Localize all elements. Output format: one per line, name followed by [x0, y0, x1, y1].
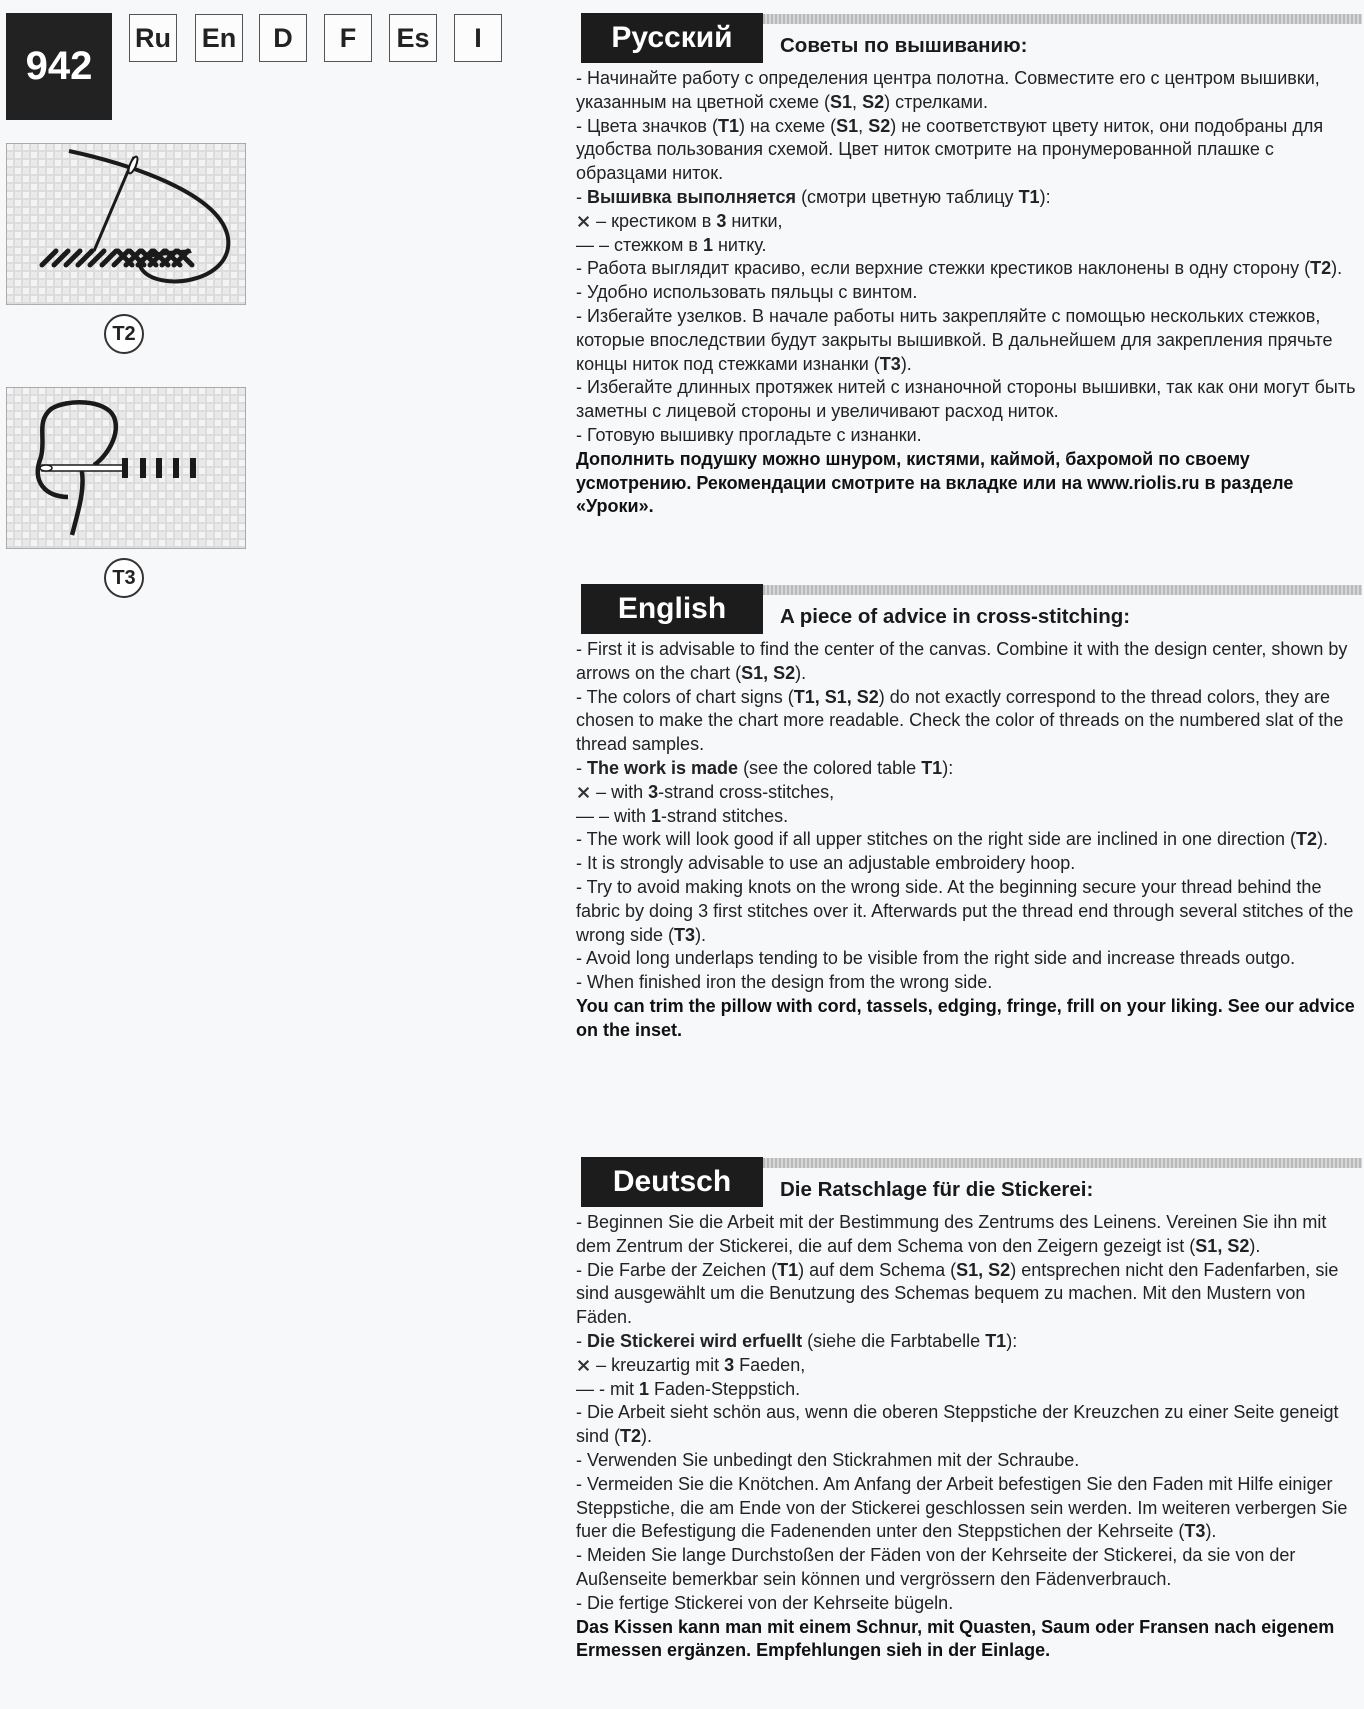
section-closing-note: Дополнить подушку можно шнуром, кистями, каймой, бахромой по своему усмотрению. Рекомендации смотрите на вкладке или на www.riolis.ru в разделе «Уроки».: [576, 448, 1294, 517]
section-paragraph: - Die Arbeit sieht schön aus, wenn die oberen Steppstiche der Kreuzchen zu einer Seite geneigt sind (T2).: [576, 1402, 1339, 1447]
section-paragraph: - It is strongly advisable to use an adjustable embroidery hoop.: [576, 853, 1076, 874]
section-paragraph: - Начинайте работу с определения центра полотна. Совместите его с центром вышивки, указанным на цветной схеме (S1, S2) стрелками.: [576, 68, 1320, 112]
section-header: [576, 13, 1362, 65]
tab-deutsch[interactable]: Deutsch: [581, 1157, 763, 1207]
section-english: [576, 584, 1362, 1043]
section-title: A piece of advice in cross-stitching:: [780, 605, 1131, 628]
section-paragraph: - When finished iron the design from the wrong side.: [576, 972, 993, 993]
section-paragraph: ⨯ – with 3-strand cross-stitches,: [576, 781, 835, 802]
section-closing-note: Das Kissen kann man mit einem Schnur, mit Quasten, Saum oder Fransen nach eigenem Ermessen ergänzen. Empfehlungen sieh in der Einlage.: [576, 1616, 1335, 1661]
section-paragraph: - First it is advisable to find the center of the canvas. Combine it with the design center, shown by arrows on the chart (S1, S2).: [576, 639, 1348, 683]
section-rule: [763, 14, 1362, 24]
tab-en[interactable]: En: [195, 14, 243, 62]
section-paragraph: - Избегайте узелков. В начале работы нить закрепляйте с помощью нескольких стежков, которые впоследствии будут закрыты вышивкой. В дальнейшем для закрепления прячьте концы ниток под стежками изнанки (T3).: [576, 305, 1333, 374]
securing-thread-diagram: [6, 387, 246, 549]
tab-ru[interactable]: Ru: [129, 14, 177, 62]
tab-i[interactable]: I: [454, 14, 502, 62]
section-paragraph: - Удобно использовать пяльцы с винтом.: [576, 282, 918, 303]
section-paragraph: - Beginnen Sie die Arbeit mit der Bestimmung des Zentrums des Leinens. Vereinen Sie ihn mit dem Zentrum der Stickerei, die auf dem Schema von den Zeigern gezeigt ist (S1, S2).: [576, 1212, 1327, 1256]
section-paragraph: ⨯ – крестиком в 3 нитки,: [576, 210, 783, 231]
section-header: [576, 1157, 1362, 1209]
section-paragraph: - Работа выглядит красиво, если верхние стежки крестиков наклонены в одну сторону (T2).: [576, 258, 1343, 279]
tab-english[interactable]: English: [581, 584, 763, 634]
section-body: [576, 638, 1362, 1043]
section-paragraph: - The colors of chart signs (T1, S1, S2) do not exactly correspond to the thread colors, they are chosen to make the chart more readable. Check the color of threads on the numbered slat of the thread samples.: [576, 686, 1344, 755]
section-paragraph: - Meiden Sie lange Durchstoßen der Fäden von der Kehrseite der Stickerei, da sie von der Außenseite bemerkbar sein können und vergrössern den Fädenverbrauch.: [576, 1545, 1296, 1589]
section-paragraph: - Die Farbe der Zeichen (T1) auf dem Schema (S1, S2) entsprechen nicht den Fadenfarben, sie sind ausgewählt um die Benutzung des Schemas bequem zu machen. Mit den Mustern von Fäden.: [576, 1259, 1339, 1328]
figure-label-t3: T3: [104, 558, 144, 598]
section-paragraph: - Избегайте длинных протяжек нитей с изнаночной стороны вышивки, так как они могут быть заметны с лицевой стороны и увеличивают расход ниток.: [576, 377, 1356, 422]
section-paragraph: - Готовую вышивку прогладьте с изнанки.: [576, 424, 922, 445]
section-paragraph: - Avoid long underlaps tending to be visible from the right side and increase threads outgo.: [576, 948, 1296, 969]
section-paragraph: - The work is made (see the colored table T1):: [576, 757, 954, 778]
tab-russian[interactable]: Русский: [581, 13, 763, 63]
section-body: [576, 67, 1362, 519]
section-title: Die Ratschlage für die Stickerei:: [780, 1178, 1094, 1201]
section-rule: [763, 1158, 1362, 1168]
figure-label-t2: T2: [104, 314, 144, 354]
section-closing-note: You can trim the pillow with cord, tassels, edging, fringe, frill on your liking. See our advice on the inset.: [576, 995, 1355, 1040]
section-paragraph: - Вышивка выполняется (смотри цветную таблицу T1):: [576, 186, 1051, 207]
section-paragraph: - Die fertige Stickerei von der Kehrseite bügeln.: [576, 1592, 954, 1613]
tab-d[interactable]: D: [259, 14, 307, 62]
section-paragraph: - The work will look good if all upper stitches on the right side are inclined in one direction (T2).: [576, 829, 1329, 850]
cross-stitch-diagram: [6, 143, 246, 305]
section-paragraph: - Цвета значков (T1) на схеме (S1, S2) не соответствуют цвету ниток, они подобраны для удобства пользования схемой. Цвет ниток смотрите на пронумерованной плашке с образцами ниток.: [576, 115, 1324, 184]
tab-es[interactable]: Es: [389, 14, 437, 62]
section-paragraph: - Die Stickerei wird erfuellt (siehe die Farbtabelle T1):: [576, 1330, 1018, 1351]
tab-f[interactable]: F: [324, 14, 372, 62]
pattern-code: 942: [6, 13, 112, 120]
section-paragraph: - Vermeiden Sie die Knötchen. Am Anfang der Arbeit befestigen Sie den Faden mit Hilfe einiger Steppstiche, die am Ende von der Stickerei geschlossen sein werden. Im weiteren verbergen Sie fuer die Befestigung die Fadenenden unter den Steppstichen der Kehrseite (T3).: [576, 1473, 1348, 1542]
section-paragraph: — - mit 1 Faden-Steppstich.: [576, 1378, 801, 1399]
section-paragraph: ⨯ – kreuzartig mit 3 Faeden,: [576, 1354, 806, 1375]
section-title: Советы по вышиванию:: [780, 34, 1028, 57]
section-body: [576, 1211, 1362, 1663]
section-paragraph: — – with 1-strand stitches.: [576, 805, 789, 826]
section-paragraph: - Verwenden Sie unbedingt den Stickrahmen mit der Schraube.: [576, 1449, 1080, 1470]
section-deutsch: [576, 1157, 1362, 1663]
section-paragraph: - Try to avoid making knots on the wrong side. At the beginning secure your thread behind the fabric by doing 3 first stitches over it. Afterwards put the thread end through several stitches of the wrong side (T3).: [576, 876, 1354, 945]
section-rule: [763, 585, 1362, 595]
section-paragraph: — – стежком в 1 нитку.: [576, 234, 767, 255]
section-header: [576, 584, 1362, 636]
section-russian: [576, 13, 1362, 519]
